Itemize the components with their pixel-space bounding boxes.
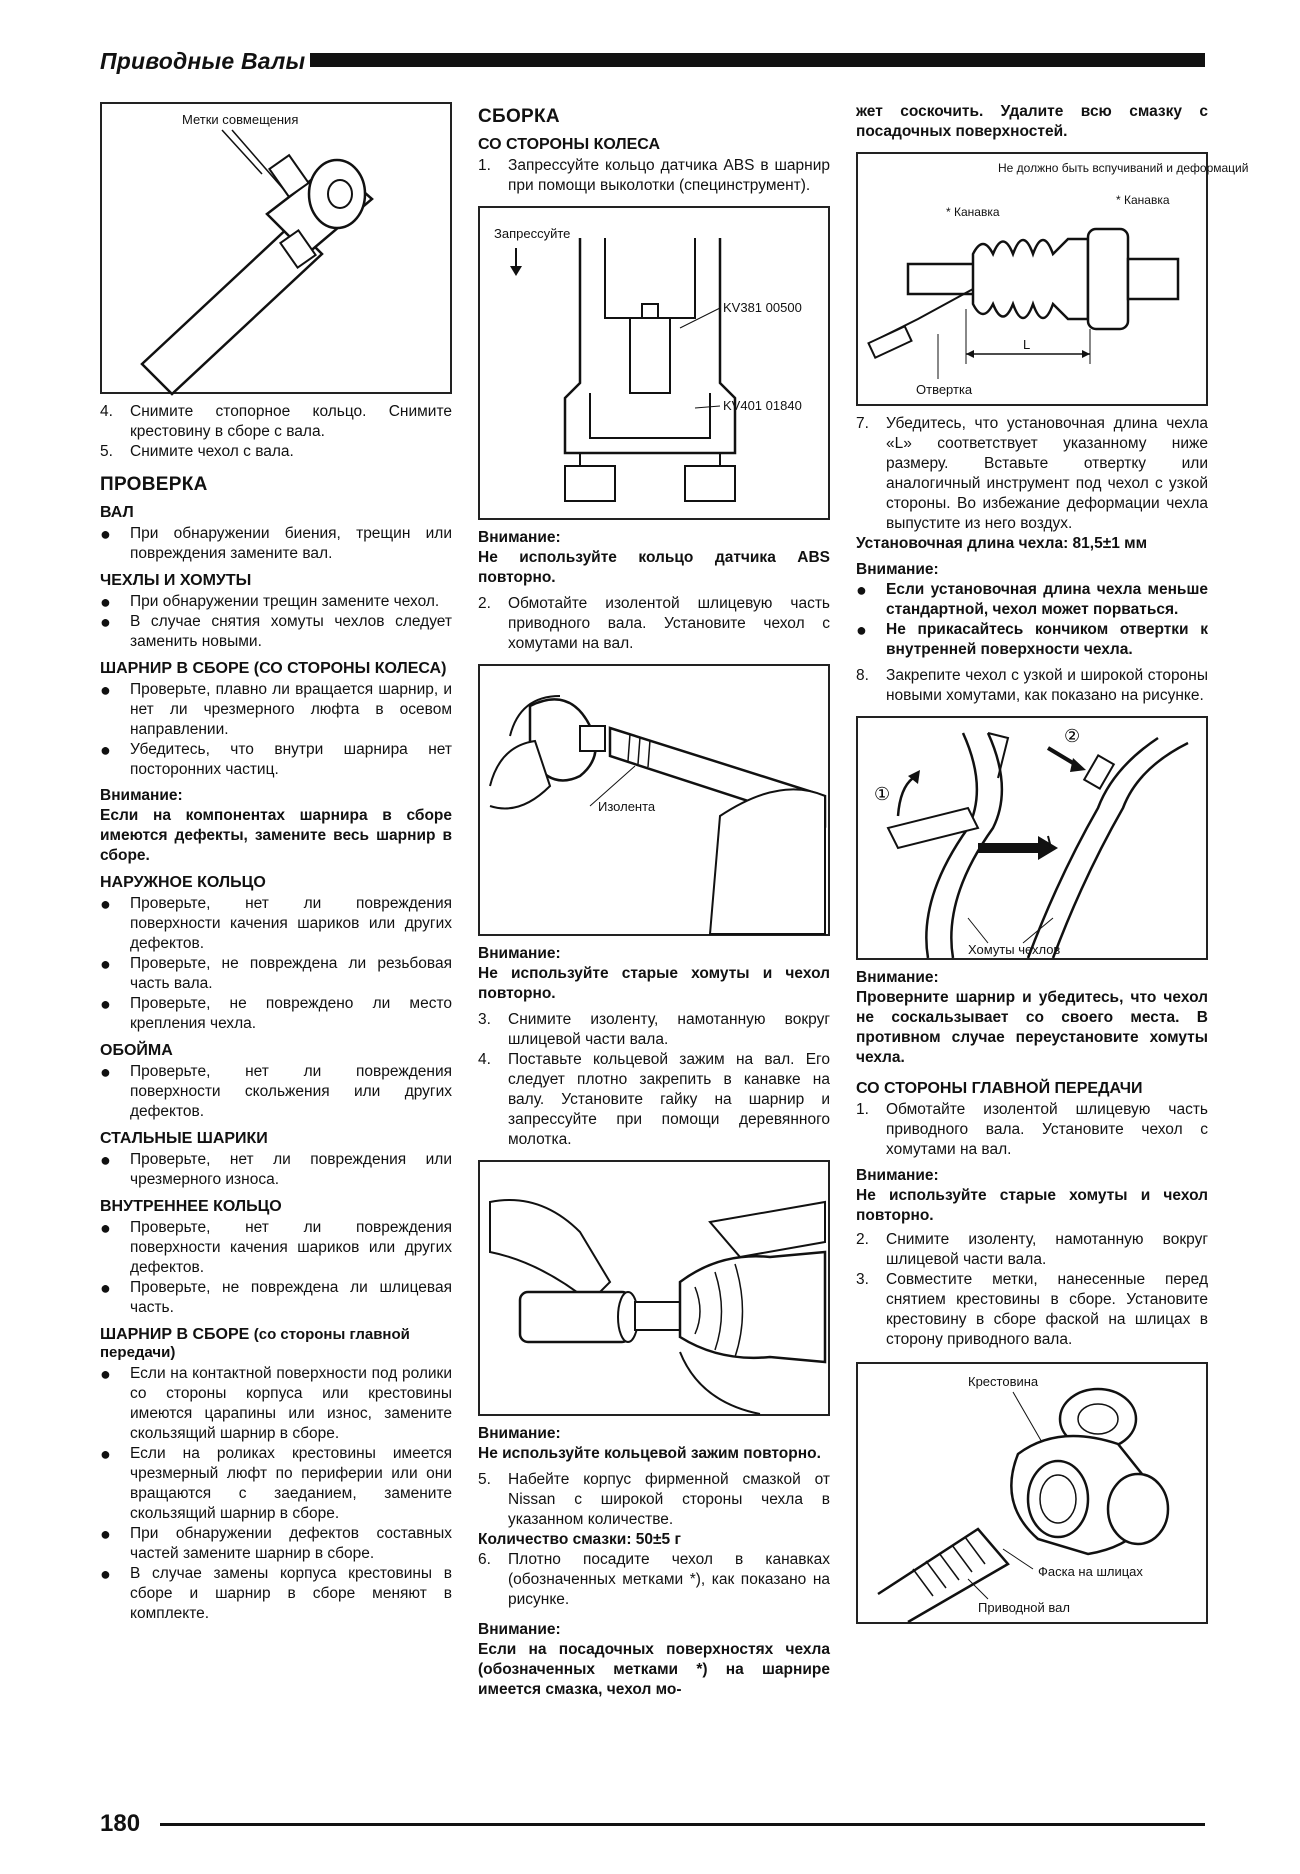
figure-boot-length xyxy=(856,152,1249,406)
caution-heading: Внимание: xyxy=(856,561,939,578)
wheel-side-title: СО СТОРОНЫ КОЛЕСА xyxy=(478,136,661,153)
list-item: ● Проверьте, нет ли повреждения поверхности качения шариков или других дефектов. xyxy=(100,894,452,952)
step-1: 1. Запрессуйте кольцо датчика ABS в шарнир при помощи выколотки (специнструмент). xyxy=(478,157,830,194)
boots-title: ЧЕХЛЫ И ХОМУТЫ xyxy=(100,572,252,589)
fig-label-groove-right: * Канавка xyxy=(1116,193,1170,207)
section-title: Приводные Валы xyxy=(100,48,306,74)
fig-label-tool-1: KV381 00500 xyxy=(723,300,802,315)
caution-continued: жет соскочить. Удалите всю смазку с посадочных поверхностей. xyxy=(856,103,1208,140)
fig-label-press: Запрессуйте xyxy=(494,226,571,241)
step-3: 3. Совместите метки, нанесенные перед снятием крестовины в сборе. Установите крестовину в сборе фаской на шлицах в сторону приводного вала. xyxy=(856,1271,1208,1348)
fig-label-spider: Крестовина xyxy=(968,1374,1039,1389)
list-item: ● Проверьте, не повреждена ли резьбовая часть вала. xyxy=(100,954,452,992)
caution-heading: Внимание: xyxy=(478,1425,561,1442)
cage-title: ОБОЙМА xyxy=(100,1042,173,1059)
footer-rule xyxy=(160,1823,1205,1826)
list-item: ● Не прикасайтесь кончиком отвертки к внутренней поверхности чехла. xyxy=(856,620,1208,658)
fig-label-tape: Изолента xyxy=(598,799,656,814)
fig-mark-1: ① xyxy=(874,784,891,805)
caution-text: Если на посадочных поверхностях чехла (обозначенных метками *) на шарнире имеется смазка, чехол мо- xyxy=(478,1641,830,1698)
step-4: 4. Поставьте кольцевой зажим на вал. Его следует плотно закрепить в канавке на валу. Установите гайку на шарнир и запрессуйте при помощи деревянного молотка. xyxy=(478,1051,830,1148)
column-1 xyxy=(100,102,452,1624)
joint-wheel-title: ШАРНИР В СБОРЕ (СО СТОРОНЫ КОЛЕСА) xyxy=(100,660,447,677)
step-1: 1. Обмотайте изолентой шлицевую часть приводного вала. Установите чехол с хомутами на вал. xyxy=(856,1101,1208,1158)
boot-length: Установочная длина чехла: 81,5±1 мм xyxy=(856,535,1148,552)
joint-diff-title: ШАРНИР В СБОРЕ (со стороны главной передачи) xyxy=(100,1326,410,1361)
caution-text: Не используйте старые хомуты и чехол повторно. xyxy=(478,965,830,1002)
shaft-title: ВАЛ xyxy=(100,504,134,521)
step-2: 2. Обмотайте изолентой шлицевую часть приводного вала. Установите чехол с хомутами на вал. xyxy=(478,595,830,652)
step-5: 5. Набейте корпус фирменной смазкой от Nissan с широкой стороны чехла в указанном количестве. xyxy=(478,1471,830,1528)
inspection-title: ПРОВЕРКА xyxy=(100,474,208,495)
list-item: ● В случае замены корпуса крестовины в сборе и шарнир в сборе меняют в комплекте. xyxy=(100,1564,452,1622)
list-item: ● При обнаружении биения, трещин или повреждения замените вал. xyxy=(100,524,452,562)
header-bar xyxy=(310,53,1205,67)
caution-heading: Внимание: xyxy=(478,945,561,962)
column-2 xyxy=(478,102,830,1700)
fig-label-groove-left: * Канавка xyxy=(946,205,1000,219)
list-item: ● Проверьте, нет ли повреждения поверхности скольжения или других дефектов. xyxy=(100,1062,452,1120)
step-3: 3. Снимите изоленту, намотанную вокруг шлицевой части вала. xyxy=(478,1011,830,1048)
caution-heading: Внимание: xyxy=(478,529,561,546)
steps-4-5 xyxy=(100,402,452,462)
list-item: ● Проверьте, не повреждено ли место крепления чехла. xyxy=(100,994,452,1032)
caution-text: Не используйте кольцевой зажим повторно. xyxy=(478,1445,821,1462)
fig-label-L: L xyxy=(1023,337,1031,352)
caution-text: Если на компонентах шарнира в сборе имеются дефекты, замените весь шарнир в сборе. xyxy=(100,807,452,864)
fig-label-tool-2: KV401 01840 xyxy=(723,398,802,413)
figure-spider-install xyxy=(856,1362,1208,1624)
outer-ring-title: НАРУЖНОЕ КОЛЬЦО xyxy=(100,874,266,891)
list-item: ● В случае снятия хомуты чехлов следует заменить новыми. xyxy=(100,612,452,650)
assembly-title: СБОРКА xyxy=(478,106,560,127)
caution-heading: Внимание: xyxy=(478,1621,561,1638)
list-item: ● Если на роликах крестовины имеется чрезмерный люфт по периферии или они вращаются с заеданием, замените скользящий шарнир в сборе. xyxy=(100,1444,452,1522)
step-5: 5. Снимите чехол с вала. xyxy=(100,443,294,460)
list-item: ● Убедитесь, что внутри шарнира нет посторонних частиц. xyxy=(100,740,452,778)
list-item: ● Проверьте, не повреждена ли шлицевая часть. xyxy=(100,1278,452,1316)
figure-hammer-install xyxy=(478,1160,830,1416)
figure-press-abs-ring xyxy=(478,206,830,520)
fig-label-screwdriver: Отвертка xyxy=(916,382,973,397)
inner-ring-title: ВНУТРЕННЕЕ КОЛЬЦО xyxy=(100,1198,282,1215)
grease-amount: Количество смазки: 50±5 г xyxy=(478,1531,681,1548)
page-number: 180 xyxy=(100,1810,141,1837)
list-item: ● При обнаружении дефектов составных частей замените шарнир в сборе. xyxy=(100,1524,452,1562)
step-4: 4. Снимите стопорное кольцо. Снимите крестовину в сборе с вала. xyxy=(100,403,452,440)
step-6: 6. Плотно посадите чехол в канавках (обозначенных метками *), как показано на рисунке. xyxy=(478,1551,830,1608)
page-footer xyxy=(100,1810,1205,1836)
list-item: ● Проверьте, нет ли повреждения или чрезмерного износа. xyxy=(100,1150,452,1188)
figure-tape-spline xyxy=(478,664,830,936)
caution-heading: Внимание: xyxy=(856,1167,939,1184)
fig-label-clamps: Хомуты чехлов xyxy=(968,942,1061,957)
fig-label-drive-shaft: Приводной вал xyxy=(978,1600,1070,1615)
balls-title: СТАЛЬНЫЕ ШАРИКИ xyxy=(100,1130,268,1147)
list-item: ● Если на контактной поверхности под ролики со стороны корпуса или крестовины имеются царапины или износ, замените скользящий шарнир в сборе. xyxy=(100,1364,452,1442)
diff-side-title: СО СТОРОНЫ ГЛАВНОЙ ПЕРЕДАЧИ xyxy=(856,1080,1143,1097)
caution-text: Не используйте кольцо датчика ABS повторно. xyxy=(478,549,830,586)
fig-label-alignment-marks: Метки совмещения xyxy=(182,112,299,127)
figure-alignment-marks xyxy=(100,102,452,394)
caution-text: Не используйте старые хомуты и чехол повторно. xyxy=(856,1187,1208,1224)
step-8: 8. Закрепите чехол с узкой и широкой стороны новыми хомутами, как показано на рисунке. xyxy=(856,667,1208,704)
list-item: ● Проверьте, плавно ли вращается шарнир, и нет ли чрезмерного люфта в осевом направлении. xyxy=(100,680,452,738)
figure-boot-clamps xyxy=(856,716,1208,960)
fig-label-no-deformation: Не должно быть вспучиваний и деформаций xyxy=(998,161,1249,175)
column-3 xyxy=(856,102,1249,1632)
list-item: ● При обнаружении трещин замените чехол. xyxy=(100,592,440,612)
list-item: ● Если установочная длина чехла меньше стандартной, чехол может порваться. xyxy=(856,580,1208,618)
caution-text: Проверните шарнир и убедитесь, что чехол не соскальзывает со своего места. В противном случае переустановите хомуты чехла. xyxy=(856,989,1208,1066)
caution-heading: Внимание: xyxy=(100,787,183,804)
page-header xyxy=(100,48,1205,74)
step-7: 7. Убедитесь, что установочная длина чехла «L» соответствует указанному ниже размеру. Вставьте отвертку или аналогичный инструмент под чехол с узкой стороны. Во избежание деформации чехла выпустите из него воздух. xyxy=(856,415,1208,532)
step-2: 2. Снимите изоленту, намотанную вокруг шлицевой части вала. xyxy=(856,1231,1208,1268)
list-item: ● Проверьте, нет ли повреждения поверхности качения шариков или других дефектов. xyxy=(100,1218,452,1276)
caution-heading: Внимание: xyxy=(856,969,939,986)
fig-mark-2: ② xyxy=(1064,726,1081,747)
fig-label-chamfer: Фаска на шлицах xyxy=(1038,1564,1143,1579)
